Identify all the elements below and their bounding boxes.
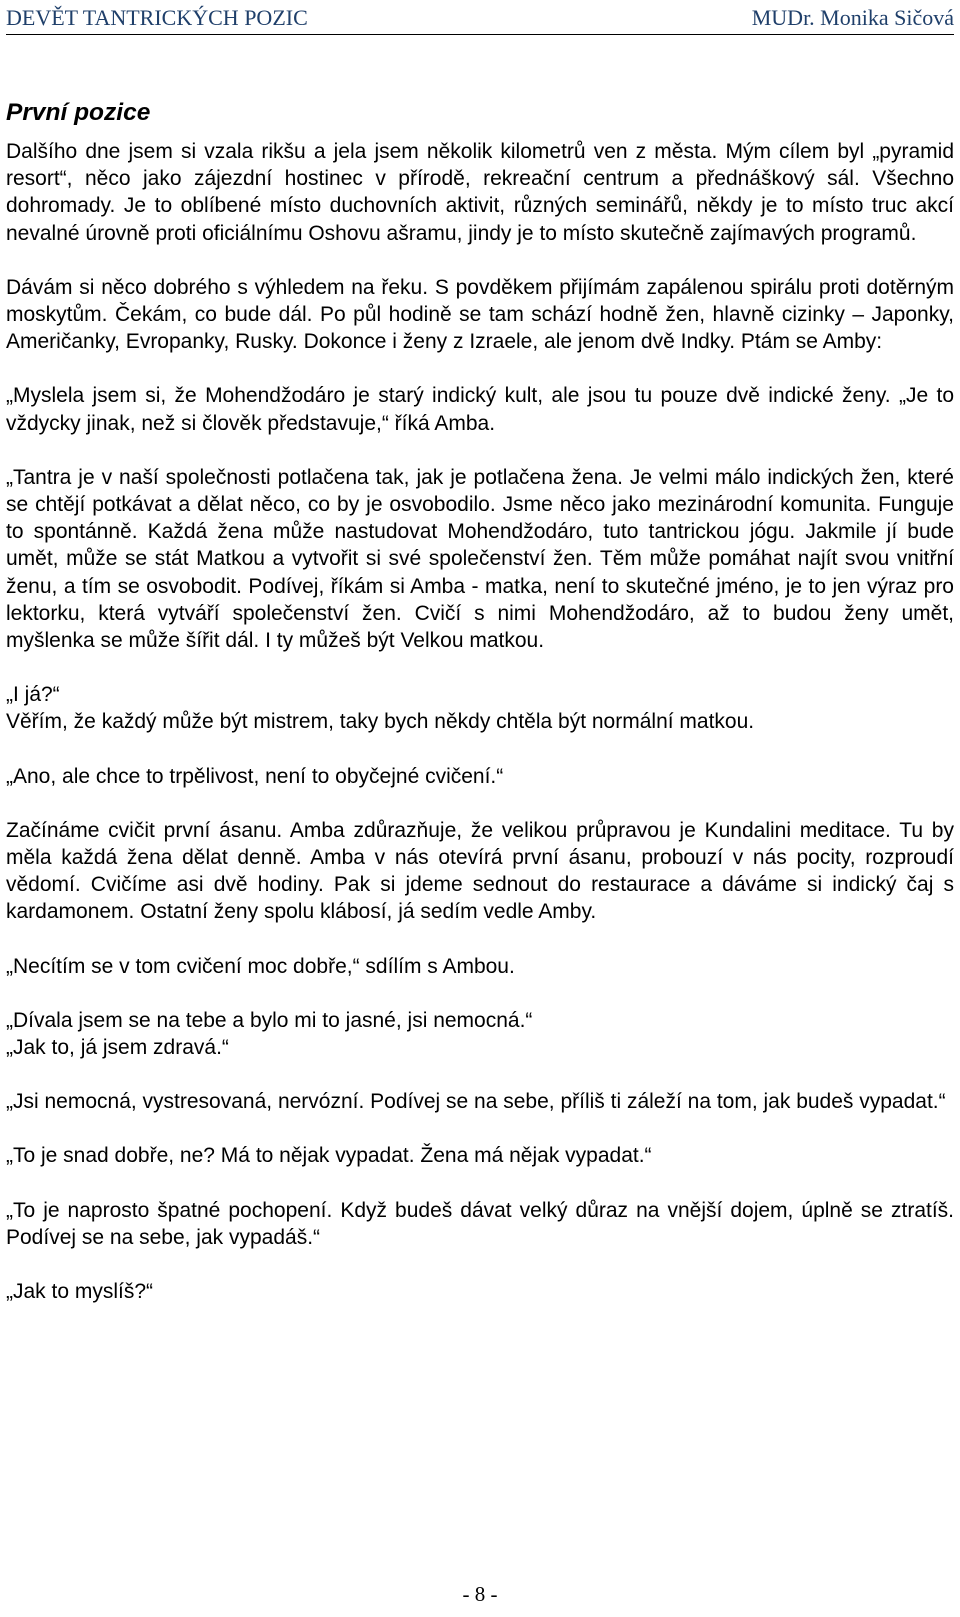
paragraph: „To je snad dobře, ne? Má to nějak vypadat. Žena má nějak vypadat.“ [6,1144,652,1168]
dialogue-line: „Jak to, já jsem zdravá.“ [6,1036,229,1060]
paragraph: Dávám si něco dobrého s výhledem na řeku. S povděkem přijímám zapálenou spirálu proti dotěrným moskytům. Čekám, co bude dál. Po půl hodině se tam schází hodně žen, hlavně cizinky – Japonky, Američanky, Evropanky, Rusky. Dokonce i ženy z Izraele, ale jenom dvě Indky. Ptám se Amby: [6,275,954,354]
chapter-body [6,98,954,1332]
section-heading: První pozice [6,99,151,126]
page-number: - 8 - [462,1582,498,1606]
paragraph: „Jak to myslíš?“ [6,1280,154,1304]
dialogue-line: „I já?“ [6,683,60,707]
paragraph: „Jsi nemocná, vystresovaná, nervózní. Podívej se na sebe, příliš ti záleží na tom, jak budeš vypadat.“ [6,1090,946,1114]
paragraph: „Ano, ale chce to trpělivost, není to obyčejné cvičení.“ [6,764,504,788]
document-header [6,4,954,35]
narration-line: Věřím, že každý může být mistrem, taky bych někdy chtěla být normální matkou. [6,710,755,734]
paragraph: „Necítím se v tom cvičení moc dobře,“ sdílím s Ambou. [6,954,515,978]
paragraph: „Myslela jsem si, že Mohendžodáro je starý indický kult, ale jsou tu pouze dvě indické ženy. „Je to vždycky jinak, než si člověk představuje,“ říká Amba. [6,384,954,435]
document-author: MUDr. Monika Sičová [751,5,954,30]
document-title: DEVĚT TANTRICKÝCH POZIC [6,5,308,30]
paragraph: Začínáme cvičit první ásanu. Amba zdůrazňuje, že velikou průpravou je Kundalini meditace. Tu by měla každá žena dělat denně. Amba v nás otevírá první ásanu, probouzí v nás pocity, rozproudí vědomí. Cvičíme asi dvě hodiny. Pak si jdeme sednout do restaurace a dáváme si indický čaj s kardamonem. Ostatní ženy spolu klábosí, já sedím vedle Amby. [6,818,954,924]
paragraph [6,1007,954,1061]
dialogue-line: „Dívala jsem se na tebe a bylo mi to jasné, jsi nemocná.“ [6,1008,533,1032]
paragraph: „To je naprosto špatné pochopení. Když budeš dávat velký důraz na vnější dojem, úplně se ztratíš. Podívej se na sebe, jak vypadáš.“ [6,1198,954,1249]
paragraph: „Tantra je v naší společnosti potlačena tak, jak je potlačena žena. Je velmi málo indických žen, které se chtějí potkávat a dělat něco, co by je osvobodilo. Jsme něco jako mezinárodní komunita. Funguje to spontánně. Každá žena může nastudovat Mohendžodáro, tuto tantrickou jógu. Jakmile jí bude umět, může se stát Matkou a vytvořit si své společenství žen. Těm může pomáhat najít svou vnitřní ženu, a tím se osvobodit. Podívej, říkám si Amba - matka, není to skutečné jméno, je to jen výraz pro lektorku, která vytváří společenství žen. Cvičí s nimi Mohendžodáro, až to budou ženy umět, myšlenka se může šířit dál. I ty můžeš být Velkou matkou. [6,465,954,653]
paragraph [6,681,954,735]
paragraph: Dalšího dne jsem si vzala rikšu a jela jsem několik kilometrů ven z města. Mým cílem byl „pyramid resort“, něco jako zájezdní hostinec v přírodě, rekreační centrum a přednáškový sál. Všechno dohromady. Je to oblíbené místo duchovních aktivit, různých seminářů, někdy je to místo truc akcí nevalné úrovně proti oficiálnímu Oshovu ašramu, jindy je to místo skutečně zajímavých programů. [6,140,954,245]
